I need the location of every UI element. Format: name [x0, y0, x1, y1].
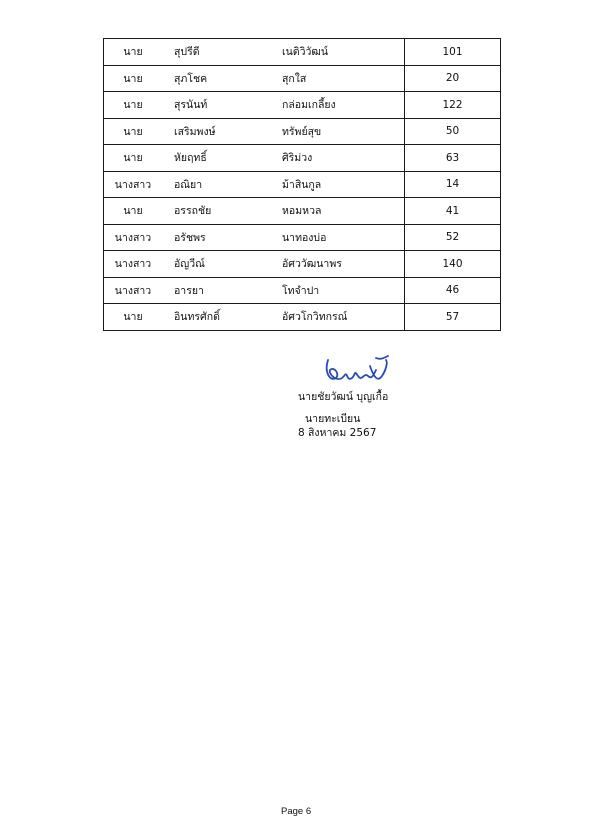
cell-first-name: เสริมพงษ์	[162, 118, 282, 145]
cell-last-name: เนติวิวัฒน์	[282, 39, 405, 66]
signature-image	[318, 352, 398, 392]
cell-first-name: อัญวีณ์	[162, 251, 282, 278]
cell-last-name: โทจำปา	[282, 277, 405, 304]
cell-last-name: สุกใส	[282, 65, 405, 92]
table-row	[104, 65, 501, 92]
cell-number: 52	[405, 224, 501, 251]
student-table-body	[104, 39, 501, 331]
cell-number: 57	[405, 304, 501, 331]
cell-title: นาย	[104, 118, 163, 145]
cell-number: 140	[405, 251, 501, 278]
cell-title: นาย	[104, 92, 163, 119]
table-row	[104, 39, 501, 66]
table-row	[104, 92, 501, 119]
cell-title: นาย	[104, 65, 163, 92]
table-row	[104, 251, 501, 278]
table-row	[104, 304, 501, 331]
cell-number: 63	[405, 145, 501, 172]
cell-last-name: อัศววัฒนาพร	[282, 251, 405, 278]
cell-number: 14	[405, 171, 501, 198]
table-row	[104, 171, 501, 198]
cell-number: 122	[405, 92, 501, 119]
signer-name: นายชัยวัฒน์ บุญเกื้อ	[298, 391, 389, 403]
cell-number: 50	[405, 118, 501, 145]
cell-number: 41	[405, 198, 501, 225]
cell-number: 20	[405, 65, 501, 92]
cell-last-name: อัศวโกวิทกรณ์	[282, 304, 405, 331]
cell-last-name: ศิริม่วง	[282, 145, 405, 172]
signer-position: นายทะเบียน	[305, 413, 361, 425]
cell-last-name: นาทองบ่อ	[282, 224, 405, 251]
signature-date: 8 สิงหาคม 2567	[298, 427, 377, 439]
cell-title: นางสาว	[104, 171, 163, 198]
cell-first-name: หัยฤทธิ์	[162, 145, 282, 172]
table-row	[104, 198, 501, 225]
cell-title: นางสาว	[104, 277, 163, 304]
cell-first-name: อินทรศักดิ์	[162, 304, 282, 331]
cell-first-name: สุภโชค	[162, 65, 282, 92]
cell-last-name: ทรัพย์สุข	[282, 118, 405, 145]
cell-first-name: อรรถชัย	[162, 198, 282, 225]
cell-first-name: อณิยา	[162, 171, 282, 198]
table-row	[104, 224, 501, 251]
page-number: Page 6	[281, 806, 312, 817]
cell-last-name: กล่อมเกลี้ยง	[282, 92, 405, 119]
cell-title: นาย	[104, 39, 163, 66]
cell-first-name: สุปรีดี	[162, 39, 282, 66]
cell-title: นาย	[104, 304, 163, 331]
cell-first-name: สุรนันท์	[162, 92, 282, 119]
cell-title: นาย	[104, 145, 163, 172]
cell-number: 101	[405, 39, 501, 66]
table-row	[104, 145, 501, 172]
table-row	[104, 277, 501, 304]
cell-number: 46	[405, 277, 501, 304]
cell-first-name: อารยา	[162, 277, 282, 304]
cell-title: นางสาว	[104, 224, 163, 251]
cell-title: นางสาว	[104, 251, 163, 278]
cell-first-name: อรัชพร	[162, 224, 282, 251]
table-row	[104, 118, 501, 145]
cell-last-name: ม้าสินกูล	[282, 171, 405, 198]
cell-last-name: หอมหวล	[282, 198, 405, 225]
cell-title: นาย	[104, 198, 163, 225]
student-table	[103, 38, 501, 331]
